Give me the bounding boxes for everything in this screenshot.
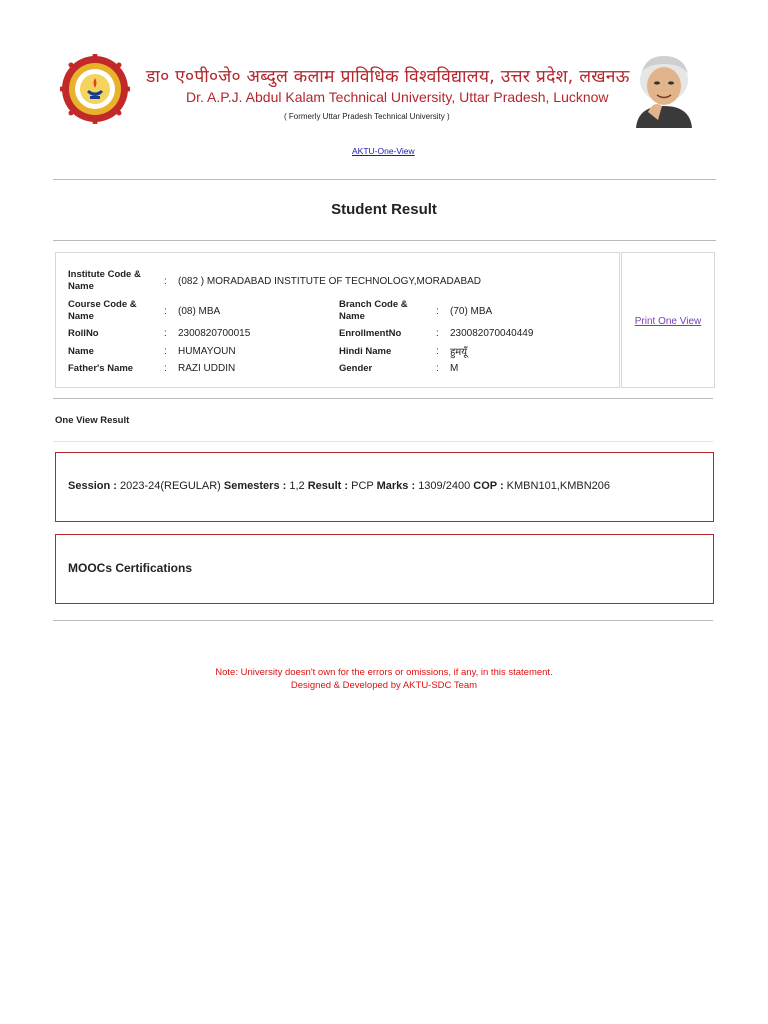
divider: [53, 441, 713, 442]
gender-label: Gender: [339, 363, 373, 374]
colon: :: [164, 363, 167, 374]
gender-value: M: [450, 363, 459, 374]
course-value: (08) MBA: [178, 306, 221, 317]
developer-credit: Designed & Developed by AKTU-SDC Team: [290, 680, 478, 691]
student-info-panel: [55, 252, 620, 388]
former-name-caption: ( Formerly Uttar Pradesh Technical University ): [284, 112, 450, 121]
result-value: PCP: [351, 480, 374, 492]
course-label: Course Code & Name: [68, 299, 137, 322]
cop-value: KMBN101,KMBN206: [506, 480, 610, 492]
enrollment-value: 230082070040449: [450, 328, 534, 339]
colon: :: [436, 363, 439, 374]
result-summary-card: [55, 452, 714, 522]
result-label: Result :: [307, 480, 349, 492]
one-view-result-label: One View Result: [55, 415, 130, 426]
university-seal-logo: [60, 54, 130, 124]
hindi-name-label: Hindi Name: [339, 346, 392, 357]
university-hindi-title: डा० ए०पी०जे० अब्दुल कलाम प्राविधिक विश्वविद्यालय, उत्तर प्रदेश, लखनऊ: [146, 67, 630, 87]
colon: :: [164, 306, 167, 317]
marks-value: 1309/2400: [418, 480, 471, 492]
hindi-name-value: हुमयूँ: [450, 347, 468, 358]
colon: :: [164, 346, 167, 357]
moocs-title: MOOCs Certifications: [68, 561, 193, 575]
marks-label: Marks :: [376, 480, 416, 492]
colon: :: [164, 276, 167, 287]
institute-value: (082 ) MORADABAD INSTITUTE OF TECHNOLOGY,MORADABAD: [178, 276, 482, 287]
footer-note: [0, 666, 768, 692]
institute-label: Institute Code & Name: [68, 269, 141, 292]
name-value: HUMAYOUN: [178, 346, 236, 357]
aktu-one-view-link[interactable]: AKTU-One-View: [352, 146, 415, 156]
father-name-value: RAZI UDDIN: [178, 363, 236, 374]
rollno-label: RollNo: [68, 328, 99, 339]
divider: [53, 179, 716, 180]
result-summary-line: [68, 480, 610, 492]
rollno-value: 2300820700015: [178, 328, 251, 339]
session-value: 2023-24(REGULAR): [119, 480, 221, 492]
divider: [53, 398, 713, 399]
session-label: Session :: [68, 480, 117, 492]
colon: :: [436, 306, 439, 317]
university-english-title: Dr. A.P.J. Abdul Kalam Technical University, Uttar Pradesh, Lucknow: [186, 89, 609, 105]
disclaimer-text: Note: University doesn't own for the errors or omissions, if any, in this statement.: [215, 667, 553, 678]
cop-label: COP :: [473, 480, 504, 492]
colon: :: [436, 346, 439, 357]
semesters-label: Semesters :: [223, 480, 287, 492]
print-panel: [621, 252, 715, 388]
enrollment-label: EnrollmentNo: [339, 328, 402, 339]
father-name-label: Father's Name: [68, 363, 134, 374]
moocs-card: [55, 534, 714, 604]
branch-label: Branch Code & Name: [339, 299, 408, 322]
divider: [53, 240, 716, 241]
page-title: Student Result: [331, 201, 437, 218]
semesters-value: 1,2: [289, 480, 305, 492]
branch-value: (70) MBA: [450, 306, 493, 317]
colon: :: [164, 328, 167, 339]
divider: [53, 620, 713, 621]
portrait-image: [624, 50, 704, 128]
colon: :: [436, 328, 439, 339]
name-label: Name: [68, 346, 94, 357]
print-one-view-link[interactable]: Print One View: [634, 316, 702, 327]
